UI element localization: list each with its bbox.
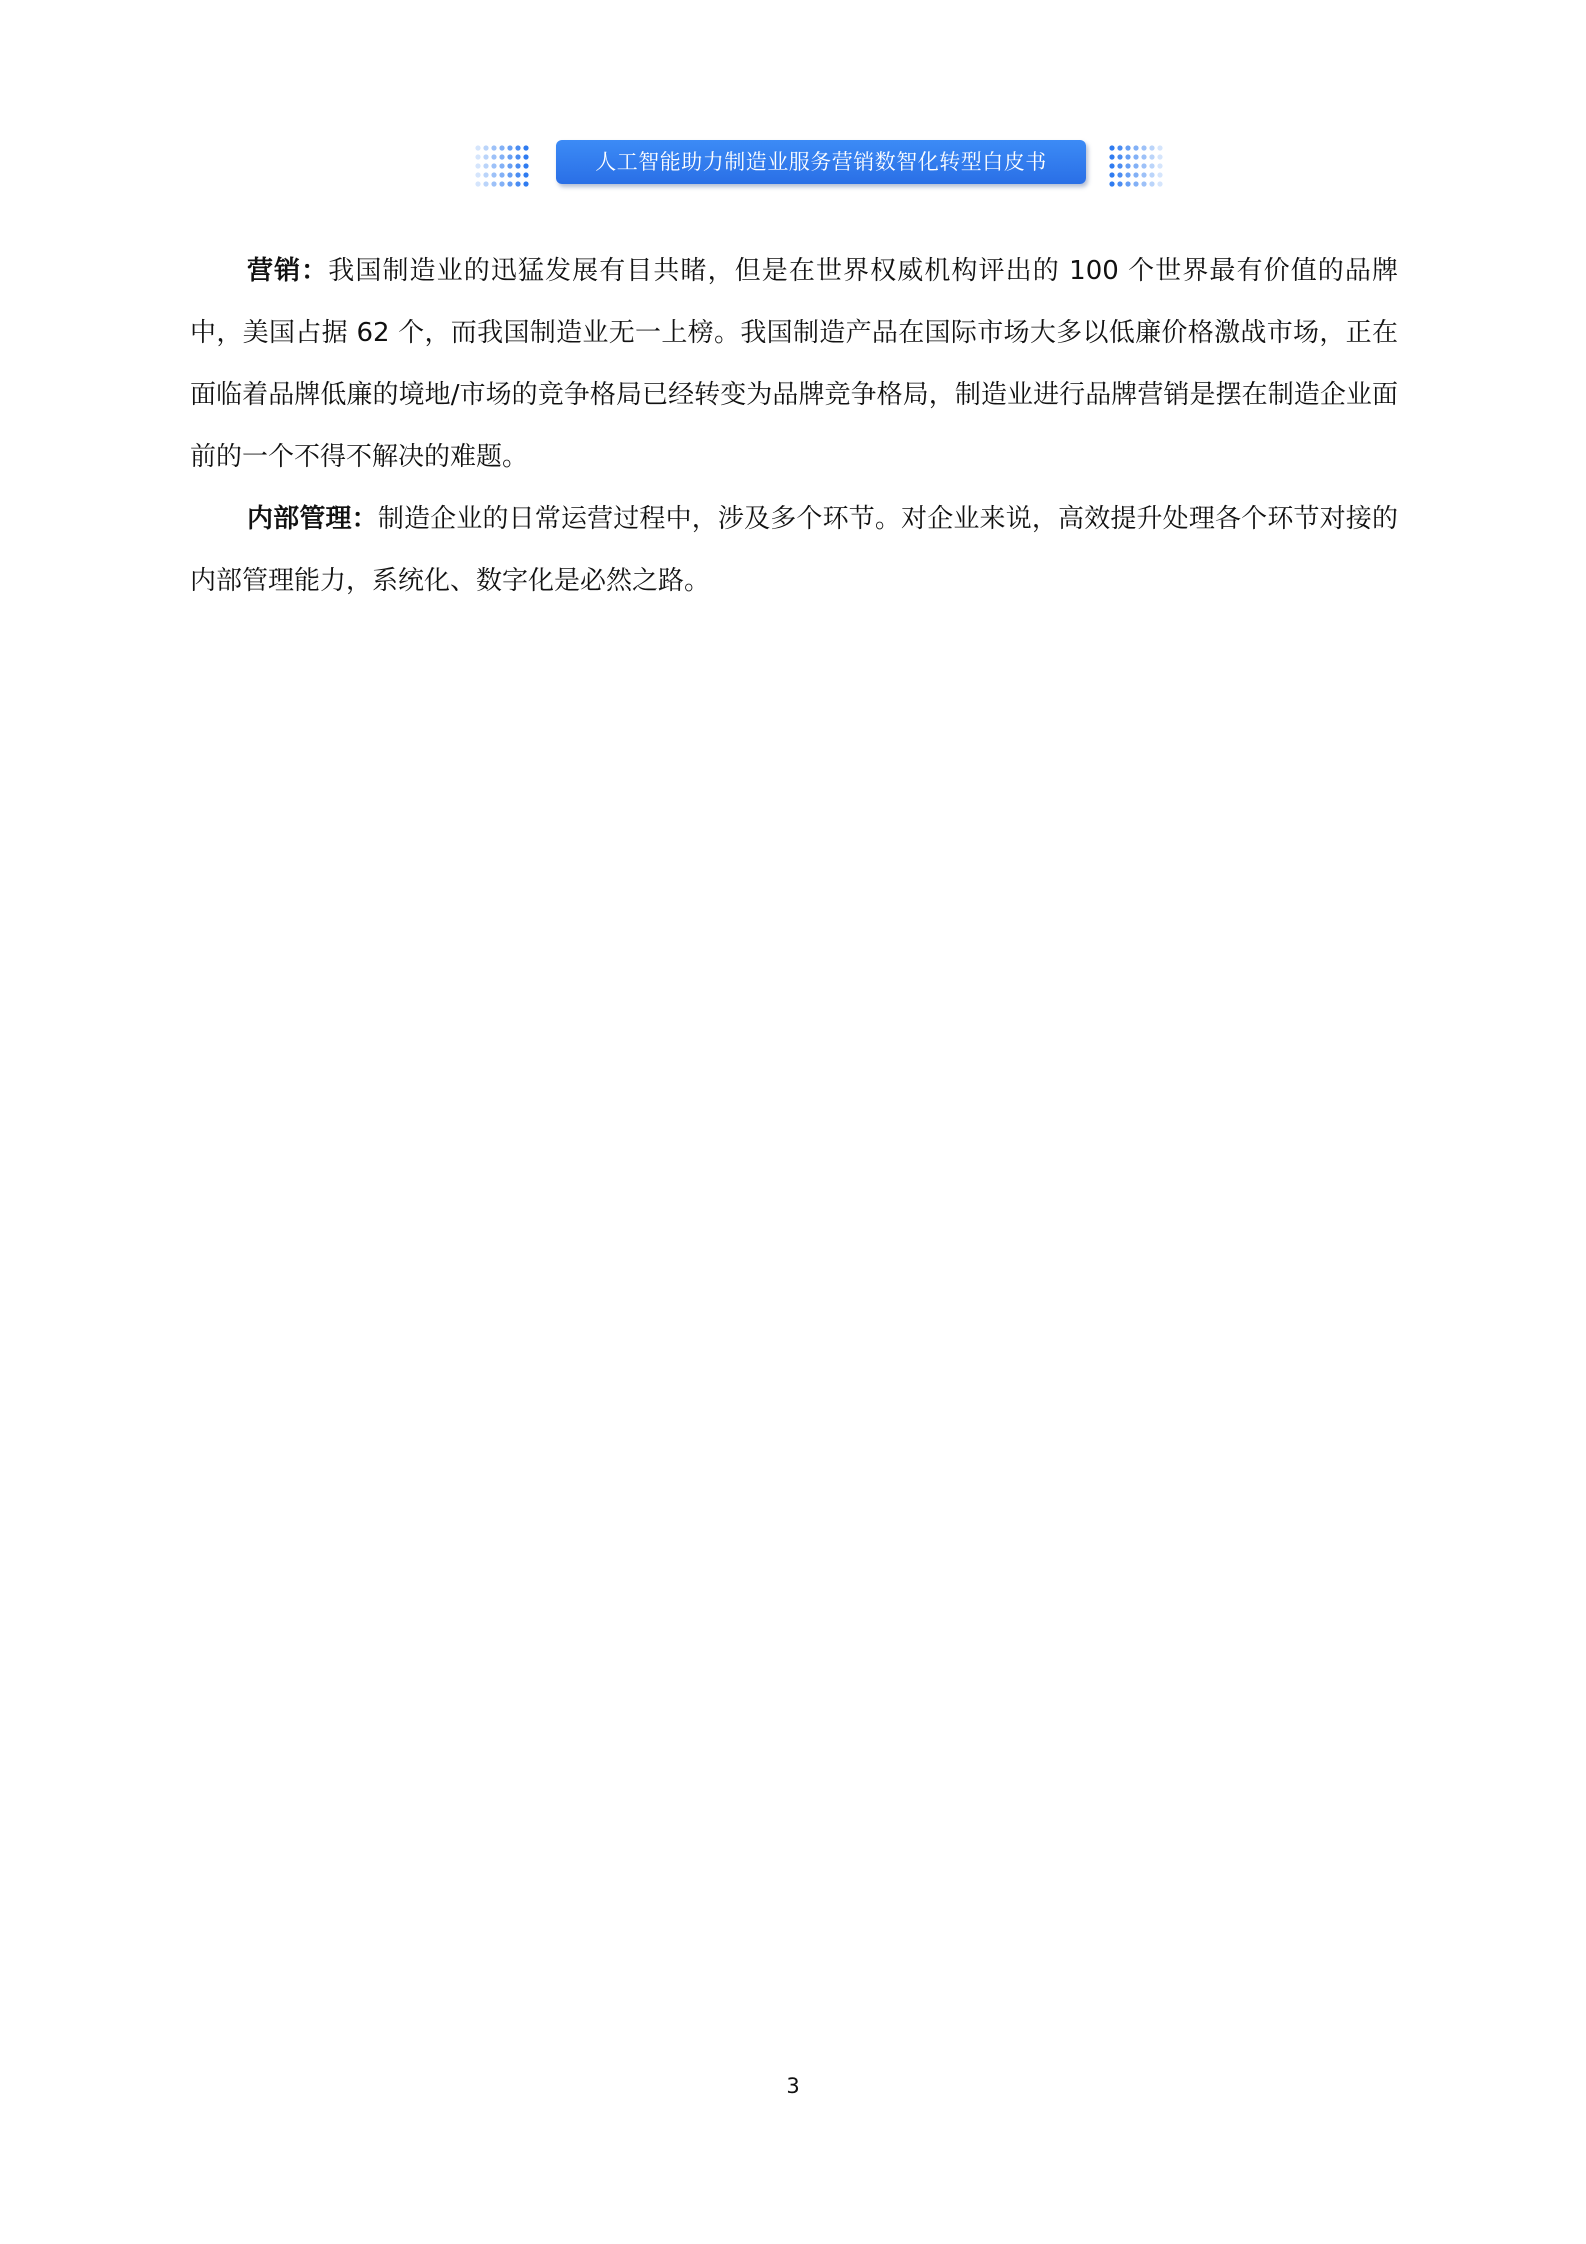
dot-grid-gradient-icon bbox=[474, 144, 530, 188]
paragraph-marketing bbox=[190, 240, 1398, 488]
paragraph-text: 制造企业的日常运营过程中，涉及多个环节。对企业来说，高效提升处理各个环节对接的内部管理能力，系统化、数字化是必然之路。 bbox=[190, 504, 1398, 596]
page-number: 3 bbox=[786, 2074, 800, 2098]
paragraph-internal-management bbox=[190, 488, 1398, 612]
main-content bbox=[190, 240, 1398, 612]
paragraph-text: 我国制造业的迅猛发展有目共睹，但是在世界权威机构评出的 100 个世界最有价值的品牌中，美国占据 62 个，而我国制造业无一上榜。我国制造产品在国际市场大多以低廉价格激战市场，正在面临着品牌低廉的境地/市场的竞争格局已经转变为品牌竞争格局，制造业进行品牌营销是摆在制造企业面前的一个不得不解决的难题。 bbox=[190, 256, 1398, 472]
page-header bbox=[0, 140, 1586, 188]
dot-grid-gradient-icon bbox=[1108, 144, 1164, 188]
paragraph-term: 内部管理： bbox=[247, 504, 378, 534]
paragraph-term: 营销： bbox=[247, 256, 329, 286]
header-title: 人工智能助力制造业服务营销数智化转型白皮书 bbox=[556, 140, 1086, 184]
